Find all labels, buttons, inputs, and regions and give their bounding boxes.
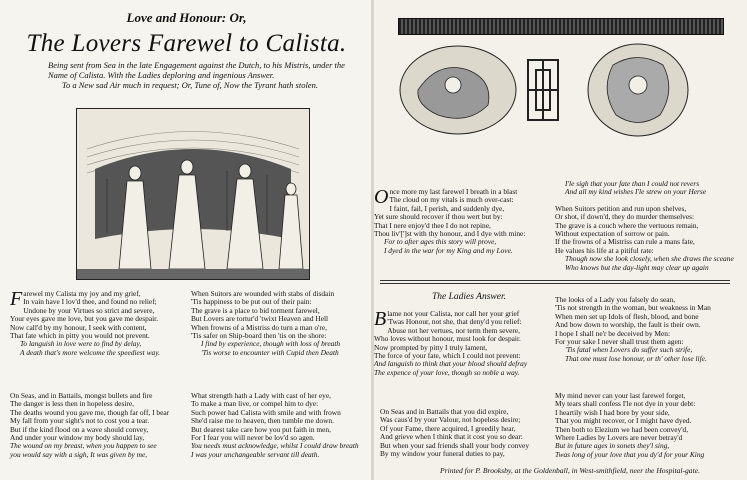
decorative-banner <box>398 18 724 35</box>
verse-line: Who loves without honour, must look for despair. <box>374 334 521 344</box>
verse-line: She'd raise me to heaven, then tumble me down. <box>191 416 334 426</box>
verse-line: I heartily wish I had bore by your side, <box>555 407 670 417</box>
verse-stanza-4 <box>191 392 359 459</box>
verse-line: Without expectation of sorrow or pain. <box>555 229 670 239</box>
verse-line: The danger is less then in hopeless desire, <box>10 399 134 409</box>
verse-line: Then both to Elezium we had been convey'd, <box>555 424 689 434</box>
subtitle-line: To a New sad Air much in request; Or, Tune of, Now the Tyrant hath stolen. <box>62 80 318 90</box>
verse-line: The grave is a place to bid torment farewel, <box>191 305 320 315</box>
verse-line: Now prompted by pitty I truly lament, <box>374 342 488 352</box>
verse-line: A death that's more welcome the speediest way. <box>20 347 160 357</box>
verse-line: And bow down to worship, the fault is their own. <box>555 320 701 330</box>
verse-line: Now call'd by my honour, I seek with content, <box>10 322 147 332</box>
verse-line: To make a man live, or compel him to dye: <box>191 399 319 409</box>
verse-line: 'Tis worse to encounter with Cupid then Death <box>201 347 339 357</box>
woodcut-illustration <box>76 108 310 280</box>
verse-line: My fall from your sight's not to cost you a tear. <box>10 416 150 426</box>
verse-line: Your eyes gave me love, but you gave me despair. <box>10 314 159 324</box>
verse-line: He values his life at a pitiful rate: <box>555 245 654 255</box>
divider-rule <box>380 283 730 284</box>
drop-cap: O <box>374 186 389 208</box>
verse-line: The grave is a couch where the vertuous remain, <box>555 220 699 230</box>
verse-line: But when your sad friends shall your body convey <box>380 440 530 450</box>
verse-line: What strength hath a Lady with cast of her eye, <box>191 391 331 400</box>
printer-imprint: Printed for P. Brooksby, at the Goldenball, in West-smithfield, neer the Hospital-gate. <box>440 466 700 475</box>
page-title: The Lovers Farewel to Calista. <box>26 30 347 57</box>
verse-line: Was caus'd by your Valour, not hopeless desire; <box>380 415 521 425</box>
verse-line: Abuse not her vertues, nor term them severe, <box>387 325 521 335</box>
verse-line: If the frowns of a Mistriss can rule a mans fate, <box>555 237 695 247</box>
verse-line: When Suitors petition and run upon shelves, <box>555 203 687 213</box>
verse-stanza-5 <box>374 188 525 255</box>
verse-stanza-6 <box>555 180 734 272</box>
verse-line: you would say with a sigh, It was given by me, <box>10 449 148 459</box>
verse-line: I faint, fail, I perish, and suddenly dye, <box>389 203 505 213</box>
verse-stanza-1 <box>10 290 160 357</box>
verse-line: On Seas, and in Battails, mongst bullets and fire <box>10 391 153 400</box>
verse-line: You needs must acknowledge, whilst I could draw breath <box>191 441 359 451</box>
verse-line: The expence of your love, though so noble a way. <box>374 367 520 377</box>
verse-line: My mind never can your last farewel forget, <box>555 391 686 400</box>
verse-line: The deaths wound you gave me, though far off, I bear <box>10 407 170 417</box>
title-small: Love and Honour: Or, <box>126 10 247 25</box>
verse-stanza-7 <box>374 310 527 377</box>
verse-line: 'Tis happiness to be put out of their pain: <box>191 297 312 307</box>
verse-line: When Suitors are wounded with stabs of disdain <box>191 289 335 298</box>
divider-rule <box>380 280 730 281</box>
verse-line: In vain have I lov'd thee, and found no relief; <box>23 297 157 307</box>
verse-line: Twas long of your love that you dy'd for your King <box>555 449 705 459</box>
verse-line: Though now she look closely, when she draws the sceane <box>565 254 734 264</box>
verse-line: On Seas and in Battails that you did expire, <box>380 407 509 416</box>
verse-line: I dyed in the war for my King and my Love. <box>384 245 513 255</box>
verse-line: But Lovers are tortur'd 'twixt Heaven and Hell <box>191 314 329 324</box>
subtitle <box>48 60 358 90</box>
subtitle-line: Being sent from Sea in the late Engagement against the Dutch, to his Mistris, under the <box>48 60 345 70</box>
verse-line: Or shot, if down'd, they do murder themselves: <box>555 212 695 222</box>
drop-cap: F <box>10 288 23 310</box>
verse-line: I hope I shall ne'r be deceived by Men: <box>555 328 671 338</box>
verse-line: But dearest take care how you put faith in men, <box>191 424 331 434</box>
verse-line: And all my kind wishes I'le strew on your Herse <box>565 187 707 197</box>
verse-line: The cloud on my vitals is much over-cast: <box>389 195 514 205</box>
verse-line: Who knows but the day-light may clear up again <box>565 262 709 272</box>
verse-stanza-9 <box>555 296 711 363</box>
verse-stanza-3 <box>191 290 340 357</box>
verse-line: I find by experience, though with loss of breath <box>201 339 341 349</box>
verse-line: That one must lose honour, or th' other lose life. <box>565 353 707 363</box>
verse-line: The looks of a Lady you falsely do sean, <box>555 295 676 304</box>
verse-line: But if the kind flood on a wave should convey, <box>10 424 149 434</box>
verse-line: That you might recover, or I might have dyed. <box>555 416 692 426</box>
ornamental-woodcuts <box>398 40 728 140</box>
verse-line: For to after ages this story will prove, <box>384 237 497 247</box>
verse-stanza-8 <box>380 408 529 458</box>
verse-line: Yet sure should recover if thou wert but by: <box>374 212 503 222</box>
verse-line: When frowns of a Mistriss do turn a man o're, <box>191 322 327 332</box>
verse-stanza-2 <box>10 392 169 459</box>
verse-line: By my window your funeral duties to pay, <box>380 449 505 459</box>
drop-cap: B <box>374 308 387 330</box>
verse-line: When men set up Idols of flesh, blood, and bone <box>555 311 699 321</box>
verse-line: Undone by your Virtues so strict and severe, <box>23 305 155 315</box>
answer-heading: The Ladies Answer. <box>432 292 506 302</box>
verse-line: The wound on my breast, when you happen to see <box>10 441 157 451</box>
verse-line: My tears shall confess I'le not dye in your debt: <box>555 399 696 409</box>
verse-line: Of your Fame, there acquired, I greedily hear, <box>380 423 516 433</box>
verse-line: I'le sigh that your fate than I could not revers <box>565 179 700 188</box>
verse-line: And grieve when I think that it cost you so dear: <box>380 432 523 442</box>
verse-line: To languish in love were to find by delay, <box>20 339 142 349</box>
verse-line: Blame not your Calista, nor call her your grief <box>374 308 520 330</box>
verse-line: Such power had Calista with smile and with frown <box>191 407 341 417</box>
verse-line: But in future ages in sonets they'l sing, <box>555 441 670 451</box>
verse-line: And languish to think that your blood should defray <box>374 359 528 369</box>
verse-stanza-10 <box>555 392 704 459</box>
verse-line: 'Tis not strength in the woman, but weakness in Man <box>555 303 711 313</box>
verse-line: For I fear you will never be lov'd so agen. <box>191 433 315 443</box>
subtitle-line: Name of Calista. With the Ladies deploring and ingenious Answer. <box>48 70 275 80</box>
verse-line: 'Tis safer on Ship-board then 'tis on the shore: <box>191 331 327 341</box>
verse-line: 'Twas Honour, not she, that deny'd you relief: <box>387 317 522 327</box>
verse-line: Thou liv'[']st with thy honour, and I dye with mine: <box>374 229 526 239</box>
verse-line: Farewel my Calista my joy and my grief, <box>10 288 141 310</box>
verse-line: That fate which in pitty you would not prevent. <box>10 331 150 341</box>
verse-line: The force of your fate, which I could not prevent: <box>374 351 521 361</box>
knot-ornament <box>528 60 558 120</box>
verse-line: That I nere enjoy'd thee I do not repine, <box>374 220 491 230</box>
verse-line: I was your unchangeable servant till death. <box>191 449 320 459</box>
verse-line: Once more my last farewel I breath in a blast <box>374 186 518 208</box>
verse-line: 'Tis fatal when Lovers do suffer such strife, <box>565 345 693 355</box>
verse-line: For your sake I never shall trust them agen: <box>555 337 684 347</box>
verse-line: Where Ladies by Lovers are never betray'd <box>555 433 683 443</box>
verse-line: And under your window my body should lay, <box>10 433 145 443</box>
